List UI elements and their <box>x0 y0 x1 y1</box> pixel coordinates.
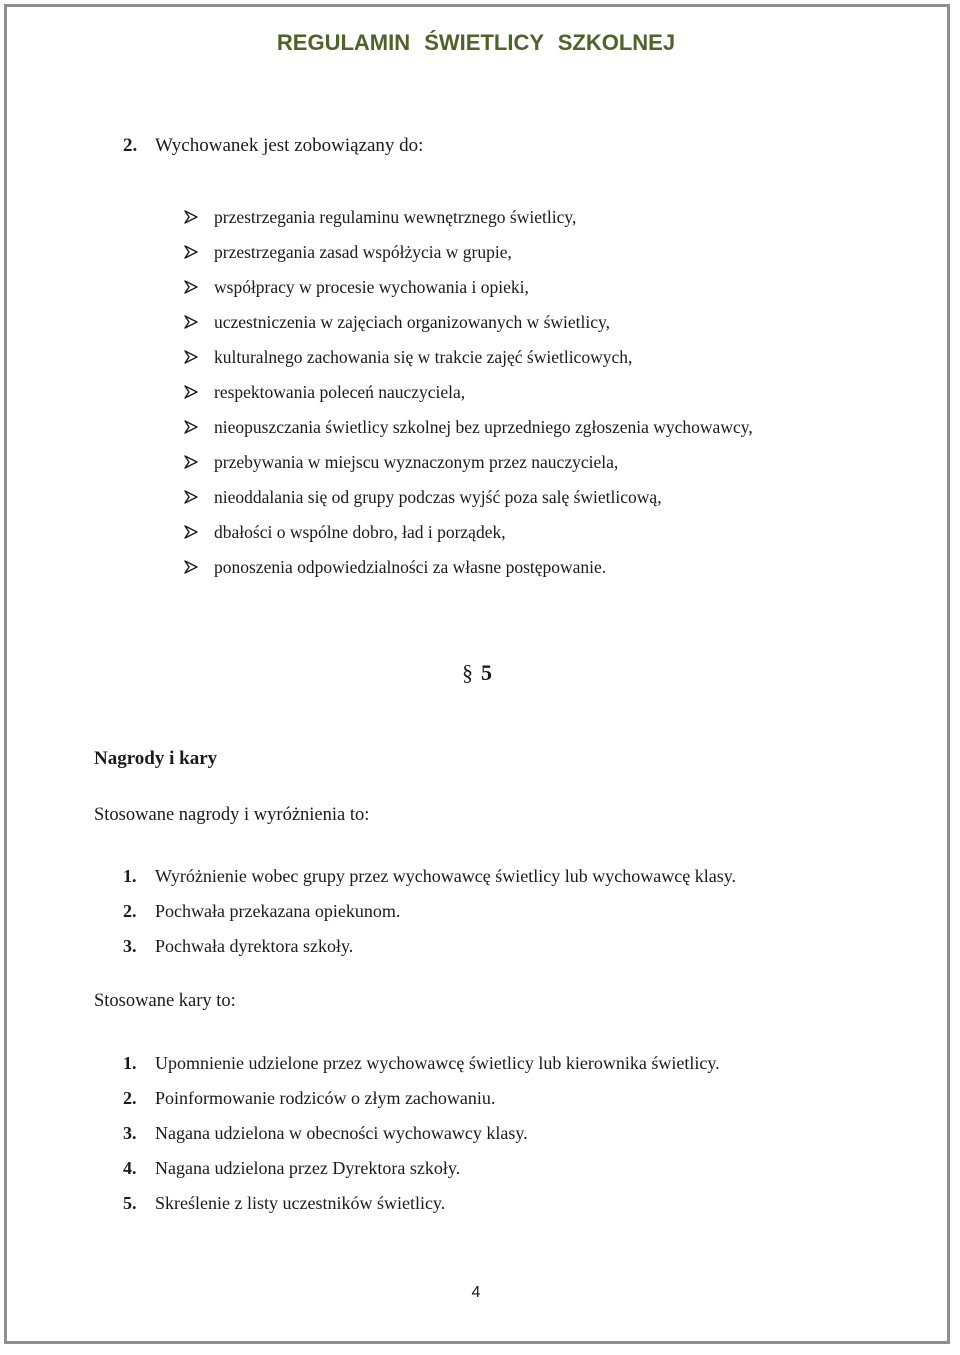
list-item: kulturalnego zachowania się w trakcie zajęć świetlicowych, <box>184 345 753 380</box>
list-item: przestrzegania zasad współżycia w grupie, <box>184 240 753 275</box>
section-symbol: § <box>462 660 473 685</box>
intro-line <box>123 135 423 157</box>
penalties-list <box>123 1051 720 1226</box>
list-item: współpracy w procesie wychowania i opieki, <box>184 275 753 310</box>
arrow-bullet-icon <box>184 380 214 399</box>
list-item: uczestniczenia w zajęciach organizowanych w świetlicy, <box>184 310 753 345</box>
duties-list <box>184 205 753 590</box>
list-item: respektowania poleceń nauczyciela, <box>184 380 753 415</box>
list-item: 5. Skreślenie z listy uczestników świetlicy. <box>123 1193 446 1213</box>
document-header-title: REGULAMIN ŚWIETLICY SZKOLNEJ <box>276 30 676 55</box>
list-item: dbałości o wspólne dobro, ład i porządek, <box>184 520 753 555</box>
arrow-bullet-icon <box>184 485 214 504</box>
rewards-list <box>123 864 736 969</box>
list-item: 1. Upomnienie udzielone przez wychowawcę świetlicy lub kierownika świetlicy. <box>123 1053 720 1073</box>
arrow-bullet-icon <box>184 555 214 574</box>
arrow-bullet-icon <box>184 205 214 224</box>
arrow-bullet-icon <box>184 520 214 539</box>
arrow-bullet-icon <box>184 450 214 469</box>
section-heading: Nagrody i kary <box>94 748 218 769</box>
arrow-bullet-icon <box>184 240 214 259</box>
intro-text: Wychowanek jest zobowiązany do: <box>155 135 424 156</box>
section-number: 5 <box>481 660 492 685</box>
list-item: 1. Wyróżnienie wobec grupy przez wychowawcę świetlicy lub wychowawcę klasy. <box>123 866 737 886</box>
list-item: nieopuszczania świetlicy szkolnej bez uprzedniego zgłoszenia wychowawcy, <box>184 415 753 450</box>
list-item: 3. Nagana udzielona w obecności wychowawcy klasy. <box>123 1123 528 1143</box>
arrow-bullet-icon <box>184 415 214 434</box>
list-item: 3. Pochwała dyrektora szkoły. <box>123 936 354 956</box>
arrow-bullet-icon <box>184 275 214 294</box>
intro-number: 2. <box>123 135 138 156</box>
list-item: ponoszenia odpowiedzialności za własne postępowanie. <box>184 555 753 590</box>
list-item: 4. Nagana udzielona przez Dyrektora szkoły. <box>123 1158 461 1178</box>
list-item: nieoddalania się od grupy podczas wyjść poza salę świetlicową, <box>184 485 753 520</box>
page-number: 4 <box>471 1284 481 1301</box>
section-mark <box>462 660 492 686</box>
list-item: przebywania w miejscu wyznaczonym przez nauczyciela, <box>184 450 753 485</box>
arrow-bullet-icon <box>184 310 214 329</box>
penalties-label: Stosowane kary to: <box>94 991 236 1011</box>
arrow-bullet-icon <box>184 345 214 364</box>
list-item: 2. Poinformowanie rodziców o złym zachowaniu. <box>123 1088 496 1108</box>
rewards-label: Stosowane nagrody i wyróżnienia to: <box>94 805 370 825</box>
list-item: 2. Pochwała przekazana opiekunom. <box>123 901 401 921</box>
list-item: przestrzegania regulaminu wewnętrznego świetlicy, <box>184 205 753 240</box>
